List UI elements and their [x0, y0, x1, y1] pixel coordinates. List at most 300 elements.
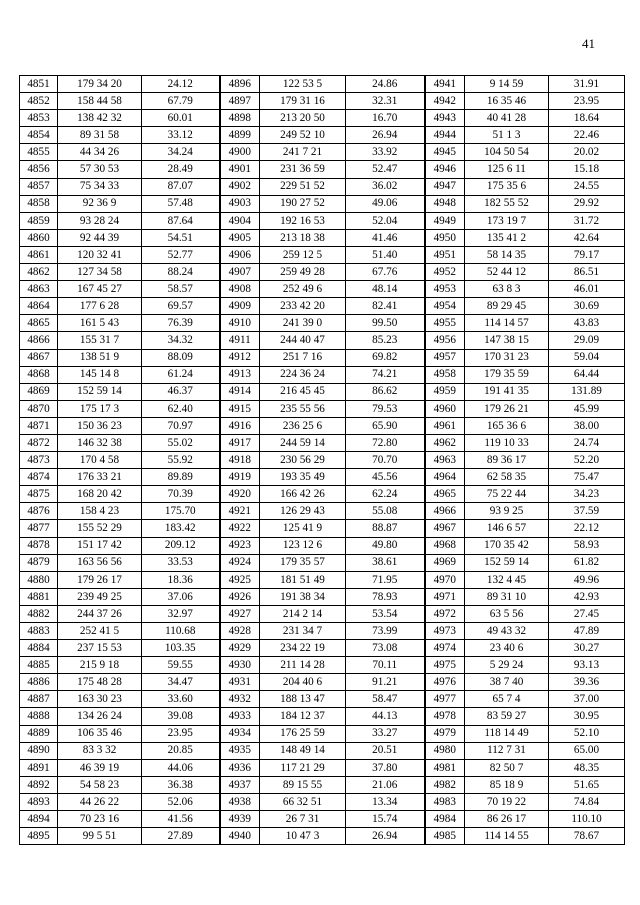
angle-cell: 249 52 10	[260, 127, 346, 144]
angle-cell: 93 28 24	[58, 212, 142, 229]
distance-cell: 64.44	[549, 366, 625, 383]
angle-cell: 179 26 17	[58, 571, 142, 588]
table-row	[20, 588, 625, 605]
point-number-cell: 4915	[220, 400, 260, 417]
angle-cell: 40 41 28	[465, 110, 549, 127]
distance-cell: 45.56	[346, 469, 425, 486]
angle-cell: 214 2 14	[260, 605, 346, 622]
point-number-cell: 4897	[220, 93, 260, 110]
angle-cell: 239 49 25	[58, 588, 142, 605]
point-number-cell: 4920	[220, 486, 260, 503]
distance-cell: 89.89	[142, 469, 220, 486]
angle-cell: 118 14 49	[465, 725, 549, 742]
angle-cell: 231 36 59	[260, 161, 346, 178]
angle-cell: 125 6 11	[465, 161, 549, 178]
point-number-cell: 4949	[425, 212, 465, 229]
point-number-cell: 4956	[425, 332, 465, 349]
angle-cell: 161 5 43	[58, 315, 142, 332]
angle-cell: 188 13 47	[260, 691, 346, 708]
point-number-cell: 4963	[425, 452, 465, 469]
distance-cell: 29.92	[549, 195, 625, 212]
point-number-cell: 4968	[425, 537, 465, 554]
angle-cell: 234 22 19	[260, 640, 346, 657]
point-number-cell: 4944	[425, 127, 465, 144]
point-number-cell: 4969	[425, 554, 465, 571]
distance-cell: 36.02	[346, 178, 425, 195]
distance-cell: 41.56	[142, 811, 220, 828]
angle-cell: 191 41 35	[465, 383, 549, 400]
distance-cell: 45.99	[549, 400, 625, 417]
distance-cell: 26.94	[346, 127, 425, 144]
point-number-cell: 4931	[220, 674, 260, 691]
angle-cell: 150 36 23	[58, 417, 142, 434]
point-number-cell: 4872	[20, 434, 58, 451]
point-number-cell: 4953	[425, 281, 465, 298]
distance-cell: 59.04	[549, 349, 625, 366]
table-row	[20, 469, 625, 486]
point-number-cell: 4974	[425, 640, 465, 657]
table-row	[20, 776, 625, 793]
point-number-cell: 4880	[20, 571, 58, 588]
distance-cell: 32.97	[142, 605, 220, 622]
distance-cell: 86.62	[346, 383, 425, 400]
distance-cell: 74.84	[549, 793, 625, 810]
distance-cell: 93.13	[549, 657, 625, 674]
point-number-cell: 4909	[220, 298, 260, 315]
distance-cell: 37.06	[142, 588, 220, 605]
angle-cell: 175 48 28	[58, 674, 142, 691]
point-number-cell: 4959	[425, 383, 465, 400]
point-number-cell: 4957	[425, 349, 465, 366]
table-row	[20, 383, 625, 400]
distance-cell: 74.21	[346, 366, 425, 383]
angle-cell: 179 31 16	[260, 93, 346, 110]
distance-cell: 87.07	[142, 178, 220, 195]
distance-cell: 103.35	[142, 640, 220, 657]
point-number-cell: 4875	[20, 486, 58, 503]
point-number-cell: 4983	[425, 793, 465, 810]
angle-cell: 52 44 12	[465, 264, 549, 281]
table-row	[20, 178, 625, 195]
angle-cell: 241 39 0	[260, 315, 346, 332]
point-number-cell: 4914	[220, 383, 260, 400]
point-number-cell: 4852	[20, 93, 58, 110]
angle-cell: 49 43 32	[465, 623, 549, 640]
distance-cell: 55.92	[142, 452, 220, 469]
distance-cell: 46.37	[142, 383, 220, 400]
angle-cell: 92 36 9	[58, 195, 142, 212]
table-row	[20, 246, 625, 263]
distance-cell: 33.27	[346, 725, 425, 742]
angle-cell: 179 35 57	[260, 554, 346, 571]
point-number-cell: 4981	[425, 759, 465, 776]
point-number-cell: 4911	[220, 332, 260, 349]
point-number-cell: 4943	[425, 110, 465, 127]
distance-cell: 15.74	[346, 811, 425, 828]
angle-cell: 114 14 55	[465, 828, 549, 845]
distance-cell: 79.53	[346, 400, 425, 417]
distance-cell: 52.10	[549, 725, 625, 742]
point-number-cell: 4921	[220, 503, 260, 520]
point-number-cell: 4916	[220, 417, 260, 434]
distance-cell: 52.20	[549, 452, 625, 469]
table-row	[20, 417, 625, 434]
distance-cell: 38.00	[549, 417, 625, 434]
point-number-cell: 4881	[20, 588, 58, 605]
point-number-cell: 4900	[220, 144, 260, 161]
point-number-cell: 4863	[20, 281, 58, 298]
angle-cell: 179 34 20	[58, 76, 142, 93]
point-number-cell: 4977	[425, 691, 465, 708]
point-number-cell: 4950	[425, 229, 465, 246]
point-number-cell: 4895	[20, 828, 58, 845]
table-row	[20, 486, 625, 503]
distance-cell: 88.87	[346, 520, 425, 537]
point-number-cell: 4907	[220, 264, 260, 281]
angle-cell: 237 15 53	[58, 640, 142, 657]
distance-cell: 58.57	[142, 281, 220, 298]
angle-cell: 99 5 51	[58, 828, 142, 845]
angle-cell: 23 40 6	[465, 640, 549, 657]
point-number-cell: 4928	[220, 623, 260, 640]
distance-cell: 70.39	[142, 486, 220, 503]
distance-cell: 73.99	[346, 623, 425, 640]
angle-cell: 93 9 25	[465, 503, 549, 520]
table-row	[20, 161, 625, 178]
distance-cell: 62.40	[142, 400, 220, 417]
distance-cell: 39.08	[142, 708, 220, 725]
angle-cell: 252 41 5	[58, 623, 142, 640]
table-row	[20, 349, 625, 366]
table-row	[20, 127, 625, 144]
angle-cell: 82 50 7	[465, 759, 549, 776]
distance-cell: 52.47	[346, 161, 425, 178]
table-row	[20, 674, 625, 691]
distance-cell: 27.89	[142, 828, 220, 845]
angle-cell: 191 38 34	[260, 588, 346, 605]
point-number-cell: 4869	[20, 383, 58, 400]
point-number-cell: 4885	[20, 657, 58, 674]
point-number-cell: 4927	[220, 605, 260, 622]
distance-cell: 52.77	[142, 246, 220, 263]
distance-cell: 33.12	[142, 127, 220, 144]
angle-cell: 215 9 18	[58, 657, 142, 674]
distance-cell: 79.17	[549, 246, 625, 263]
distance-cell: 30.27	[549, 640, 625, 657]
table-row	[20, 212, 625, 229]
angle-cell: 152 59 14	[465, 554, 549, 571]
distance-cell: 20.02	[549, 144, 625, 161]
point-number-cell: 4961	[425, 417, 465, 434]
distance-cell: 91.21	[346, 674, 425, 691]
point-number-cell: 4899	[220, 127, 260, 144]
distance-cell: 78.67	[549, 828, 625, 845]
point-number-cell: 4894	[20, 811, 58, 828]
angle-cell: 44 34 26	[58, 144, 142, 161]
angle-cell: 145 14 8	[58, 366, 142, 383]
distance-cell: 44.06	[142, 759, 220, 776]
angle-cell: 146 6 57	[465, 520, 549, 537]
distance-cell: 59.55	[142, 657, 220, 674]
angle-cell: 123 12 6	[260, 537, 346, 554]
angle-cell: 165 36 6	[465, 417, 549, 434]
angle-cell: 148 49 14	[260, 742, 346, 759]
distance-cell: 43.83	[549, 315, 625, 332]
point-number-cell: 4882	[20, 605, 58, 622]
point-number-cell: 4873	[20, 452, 58, 469]
table-row	[20, 828, 625, 845]
angle-cell: 120 32 41	[58, 246, 142, 263]
distance-cell: 47.89	[549, 623, 625, 640]
distance-cell: 24.55	[549, 178, 625, 195]
angle-cell: 176 33 21	[58, 469, 142, 486]
angle-cell: 177 6 28	[58, 298, 142, 315]
point-number-cell: 4919	[220, 469, 260, 486]
point-number-cell: 4886	[20, 674, 58, 691]
distance-cell: 65.00	[549, 742, 625, 759]
point-number-cell: 4947	[425, 178, 465, 195]
table-row	[20, 623, 625, 640]
angle-cell: 86 26 17	[465, 811, 549, 828]
point-number-cell: 4971	[425, 588, 465, 605]
angle-cell: 233 42 20	[260, 298, 346, 315]
point-number-cell: 4973	[425, 623, 465, 640]
angle-cell: 230 56 29	[260, 452, 346, 469]
distance-cell: 110.10	[549, 811, 625, 828]
angle-cell: 75 22 44	[465, 486, 549, 503]
table-row	[20, 520, 625, 537]
angle-cell: 58 14 35	[465, 246, 549, 263]
distance-cell: 33.60	[142, 691, 220, 708]
distance-cell: 30.69	[549, 298, 625, 315]
angle-cell: 66 32 51	[260, 793, 346, 810]
point-number-cell: 4966	[425, 503, 465, 520]
point-number-cell: 4962	[425, 434, 465, 451]
angle-cell: 192 16 53	[260, 212, 346, 229]
angle-cell: 252 49 6	[260, 281, 346, 298]
angle-cell: 26 7 31	[260, 811, 346, 828]
distance-cell: 36.38	[142, 776, 220, 793]
point-number-cell: 4924	[220, 554, 260, 571]
distance-cell: 44.13	[346, 708, 425, 725]
distance-cell: 37.59	[549, 503, 625, 520]
point-number-cell: 4889	[20, 725, 58, 742]
distance-cell: 76.39	[142, 315, 220, 332]
table-row	[20, 452, 625, 469]
angle-cell: 163 30 23	[58, 691, 142, 708]
distance-cell: 85.23	[346, 332, 425, 349]
point-number-cell: 4982	[425, 776, 465, 793]
table-row	[20, 759, 625, 776]
distance-cell: 24.74	[549, 434, 625, 451]
point-number-cell: 4908	[220, 281, 260, 298]
distance-cell: 69.82	[346, 349, 425, 366]
angle-cell: 122 53 5	[260, 76, 346, 93]
point-number-cell: 4978	[425, 708, 465, 725]
point-number-cell: 4975	[425, 657, 465, 674]
distance-cell: 52.06	[142, 793, 220, 810]
angle-cell: 168 20 42	[58, 486, 142, 503]
distance-cell: 60.01	[142, 110, 220, 127]
distance-cell: 34.32	[142, 332, 220, 349]
table-row	[20, 366, 625, 383]
angle-cell: 114 14 57	[465, 315, 549, 332]
distance-cell: 55.08	[346, 503, 425, 520]
table-row	[20, 742, 625, 759]
angle-cell: 51 1 3	[465, 127, 549, 144]
angle-cell: 170 4 58	[58, 452, 142, 469]
point-number-cell: 4893	[20, 793, 58, 810]
angle-cell: 117 21 29	[260, 759, 346, 776]
distance-cell: 61.82	[549, 554, 625, 571]
table-row	[20, 811, 625, 828]
point-number-cell: 4939	[220, 811, 260, 828]
distance-cell: 42.64	[549, 229, 625, 246]
distance-cell: 70.70	[346, 452, 425, 469]
distance-cell: 42.93	[549, 588, 625, 605]
point-number-cell: 4865	[20, 315, 58, 332]
angle-cell: 125 41 9	[260, 520, 346, 537]
angle-cell: 235 55 56	[260, 400, 346, 417]
point-number-cell: 4935	[220, 742, 260, 759]
point-number-cell: 4937	[220, 776, 260, 793]
angle-cell: 182 55 52	[465, 195, 549, 212]
angle-cell: 147 38 15	[465, 332, 549, 349]
angle-cell: 83 59 27	[465, 708, 549, 725]
point-number-cell: 4884	[20, 640, 58, 657]
angle-cell: 155 31 7	[58, 332, 142, 349]
distance-cell: 48.14	[346, 281, 425, 298]
angle-cell: 170 35 42	[465, 537, 549, 554]
distance-cell: 28.49	[142, 161, 220, 178]
distance-cell: 69.57	[142, 298, 220, 315]
angle-cell: 213 20 50	[260, 110, 346, 127]
distance-cell: 67.76	[346, 264, 425, 281]
angle-cell: 181 51 49	[260, 571, 346, 588]
angle-cell: 176 25 59	[260, 725, 346, 742]
distance-cell: 62.24	[346, 486, 425, 503]
table-row	[20, 315, 625, 332]
point-number-cell: 4946	[425, 161, 465, 178]
point-number-cell: 4883	[20, 623, 58, 640]
table-row	[20, 571, 625, 588]
distance-cell: 34.24	[142, 144, 220, 161]
angle-cell: 231 34 7	[260, 623, 346, 640]
point-number-cell: 4958	[425, 366, 465, 383]
angle-cell: 184 12 37	[260, 708, 346, 725]
angle-cell: 151 17 42	[58, 537, 142, 554]
point-number-cell: 4945	[425, 144, 465, 161]
distance-cell: 27.45	[549, 605, 625, 622]
angle-cell: 244 40 47	[260, 332, 346, 349]
angle-cell: 179 35 59	[465, 366, 549, 383]
angle-cell: 241 7 21	[260, 144, 346, 161]
distance-cell: 82.41	[346, 298, 425, 315]
angle-cell: 92 44 39	[58, 229, 142, 246]
point-number-cell: 4887	[20, 691, 58, 708]
distance-cell: 21.06	[346, 776, 425, 793]
table-row	[20, 793, 625, 810]
table-row	[20, 195, 625, 212]
point-number-cell: 4901	[220, 161, 260, 178]
angle-cell: 126 29 43	[260, 503, 346, 520]
angle-cell: 134 26 24	[58, 708, 142, 725]
point-number-cell: 4938	[220, 793, 260, 810]
distance-cell: 37.00	[549, 691, 625, 708]
distance-cell: 29.09	[549, 332, 625, 349]
angle-cell: 170 31 23	[465, 349, 549, 366]
angle-cell: 70 19 22	[465, 793, 549, 810]
point-number-cell: 4951	[425, 246, 465, 263]
angle-cell: 5 29 24	[465, 657, 549, 674]
point-number-cell: 4942	[425, 93, 465, 110]
angle-cell: 63 5 56	[465, 605, 549, 622]
point-number-cell: 4891	[20, 759, 58, 776]
distance-cell: 70.11	[346, 657, 425, 674]
angle-cell: 158 44 58	[58, 93, 142, 110]
point-number-cell: 4871	[20, 417, 58, 434]
distance-cell: 15.18	[549, 161, 625, 178]
point-number-cell: 4922	[220, 520, 260, 537]
angle-cell: 112 7 31	[465, 742, 549, 759]
point-number-cell: 4923	[220, 537, 260, 554]
distance-cell: 61.24	[142, 366, 220, 383]
distance-cell: 49.96	[549, 571, 625, 588]
distance-cell: 52.04	[346, 212, 425, 229]
angle-cell: 132 4 45	[465, 571, 549, 588]
distance-cell: 183.42	[142, 520, 220, 537]
angle-cell: 9 14 59	[465, 76, 549, 93]
point-number-cell: 4913	[220, 366, 260, 383]
angle-cell: 89 36 17	[465, 452, 549, 469]
table-row	[20, 281, 625, 298]
angle-cell: 155 52 29	[58, 520, 142, 537]
distance-cell: 34.47	[142, 674, 220, 691]
table-row	[20, 657, 625, 674]
angle-cell: 75 34 33	[58, 178, 142, 195]
point-number-cell: 4864	[20, 298, 58, 315]
distance-cell: 53.54	[346, 605, 425, 622]
point-number-cell: 4934	[220, 725, 260, 742]
point-number-cell: 4853	[20, 110, 58, 127]
distance-cell: 88.09	[142, 349, 220, 366]
point-number-cell: 4955	[425, 315, 465, 332]
point-number-cell: 4861	[20, 246, 58, 263]
angle-cell: 16 35 46	[465, 93, 549, 110]
angle-cell: 211 14 28	[260, 657, 346, 674]
distance-cell: 18.64	[549, 110, 625, 127]
distance-cell: 75.47	[549, 469, 625, 486]
point-number-cell: 4860	[20, 229, 58, 246]
distance-cell: 71.95	[346, 571, 425, 588]
distance-cell: 49.80	[346, 537, 425, 554]
distance-cell: 54.51	[142, 229, 220, 246]
point-number-cell: 4910	[220, 315, 260, 332]
angle-cell: 138 42 32	[58, 110, 142, 127]
distance-cell: 33.92	[346, 144, 425, 161]
traverse-data-table	[19, 75, 625, 845]
angle-cell: 152 59 14	[58, 383, 142, 400]
point-number-cell: 4933	[220, 708, 260, 725]
distance-cell: 51.65	[549, 776, 625, 793]
distance-cell: 31.72	[549, 212, 625, 229]
table-row	[20, 144, 625, 161]
distance-cell: 23.95	[549, 93, 625, 110]
angle-cell: 190 27 52	[260, 195, 346, 212]
distance-cell: 32.31	[346, 93, 425, 110]
angle-cell: 89 29 45	[465, 298, 549, 315]
table-row	[20, 332, 625, 349]
